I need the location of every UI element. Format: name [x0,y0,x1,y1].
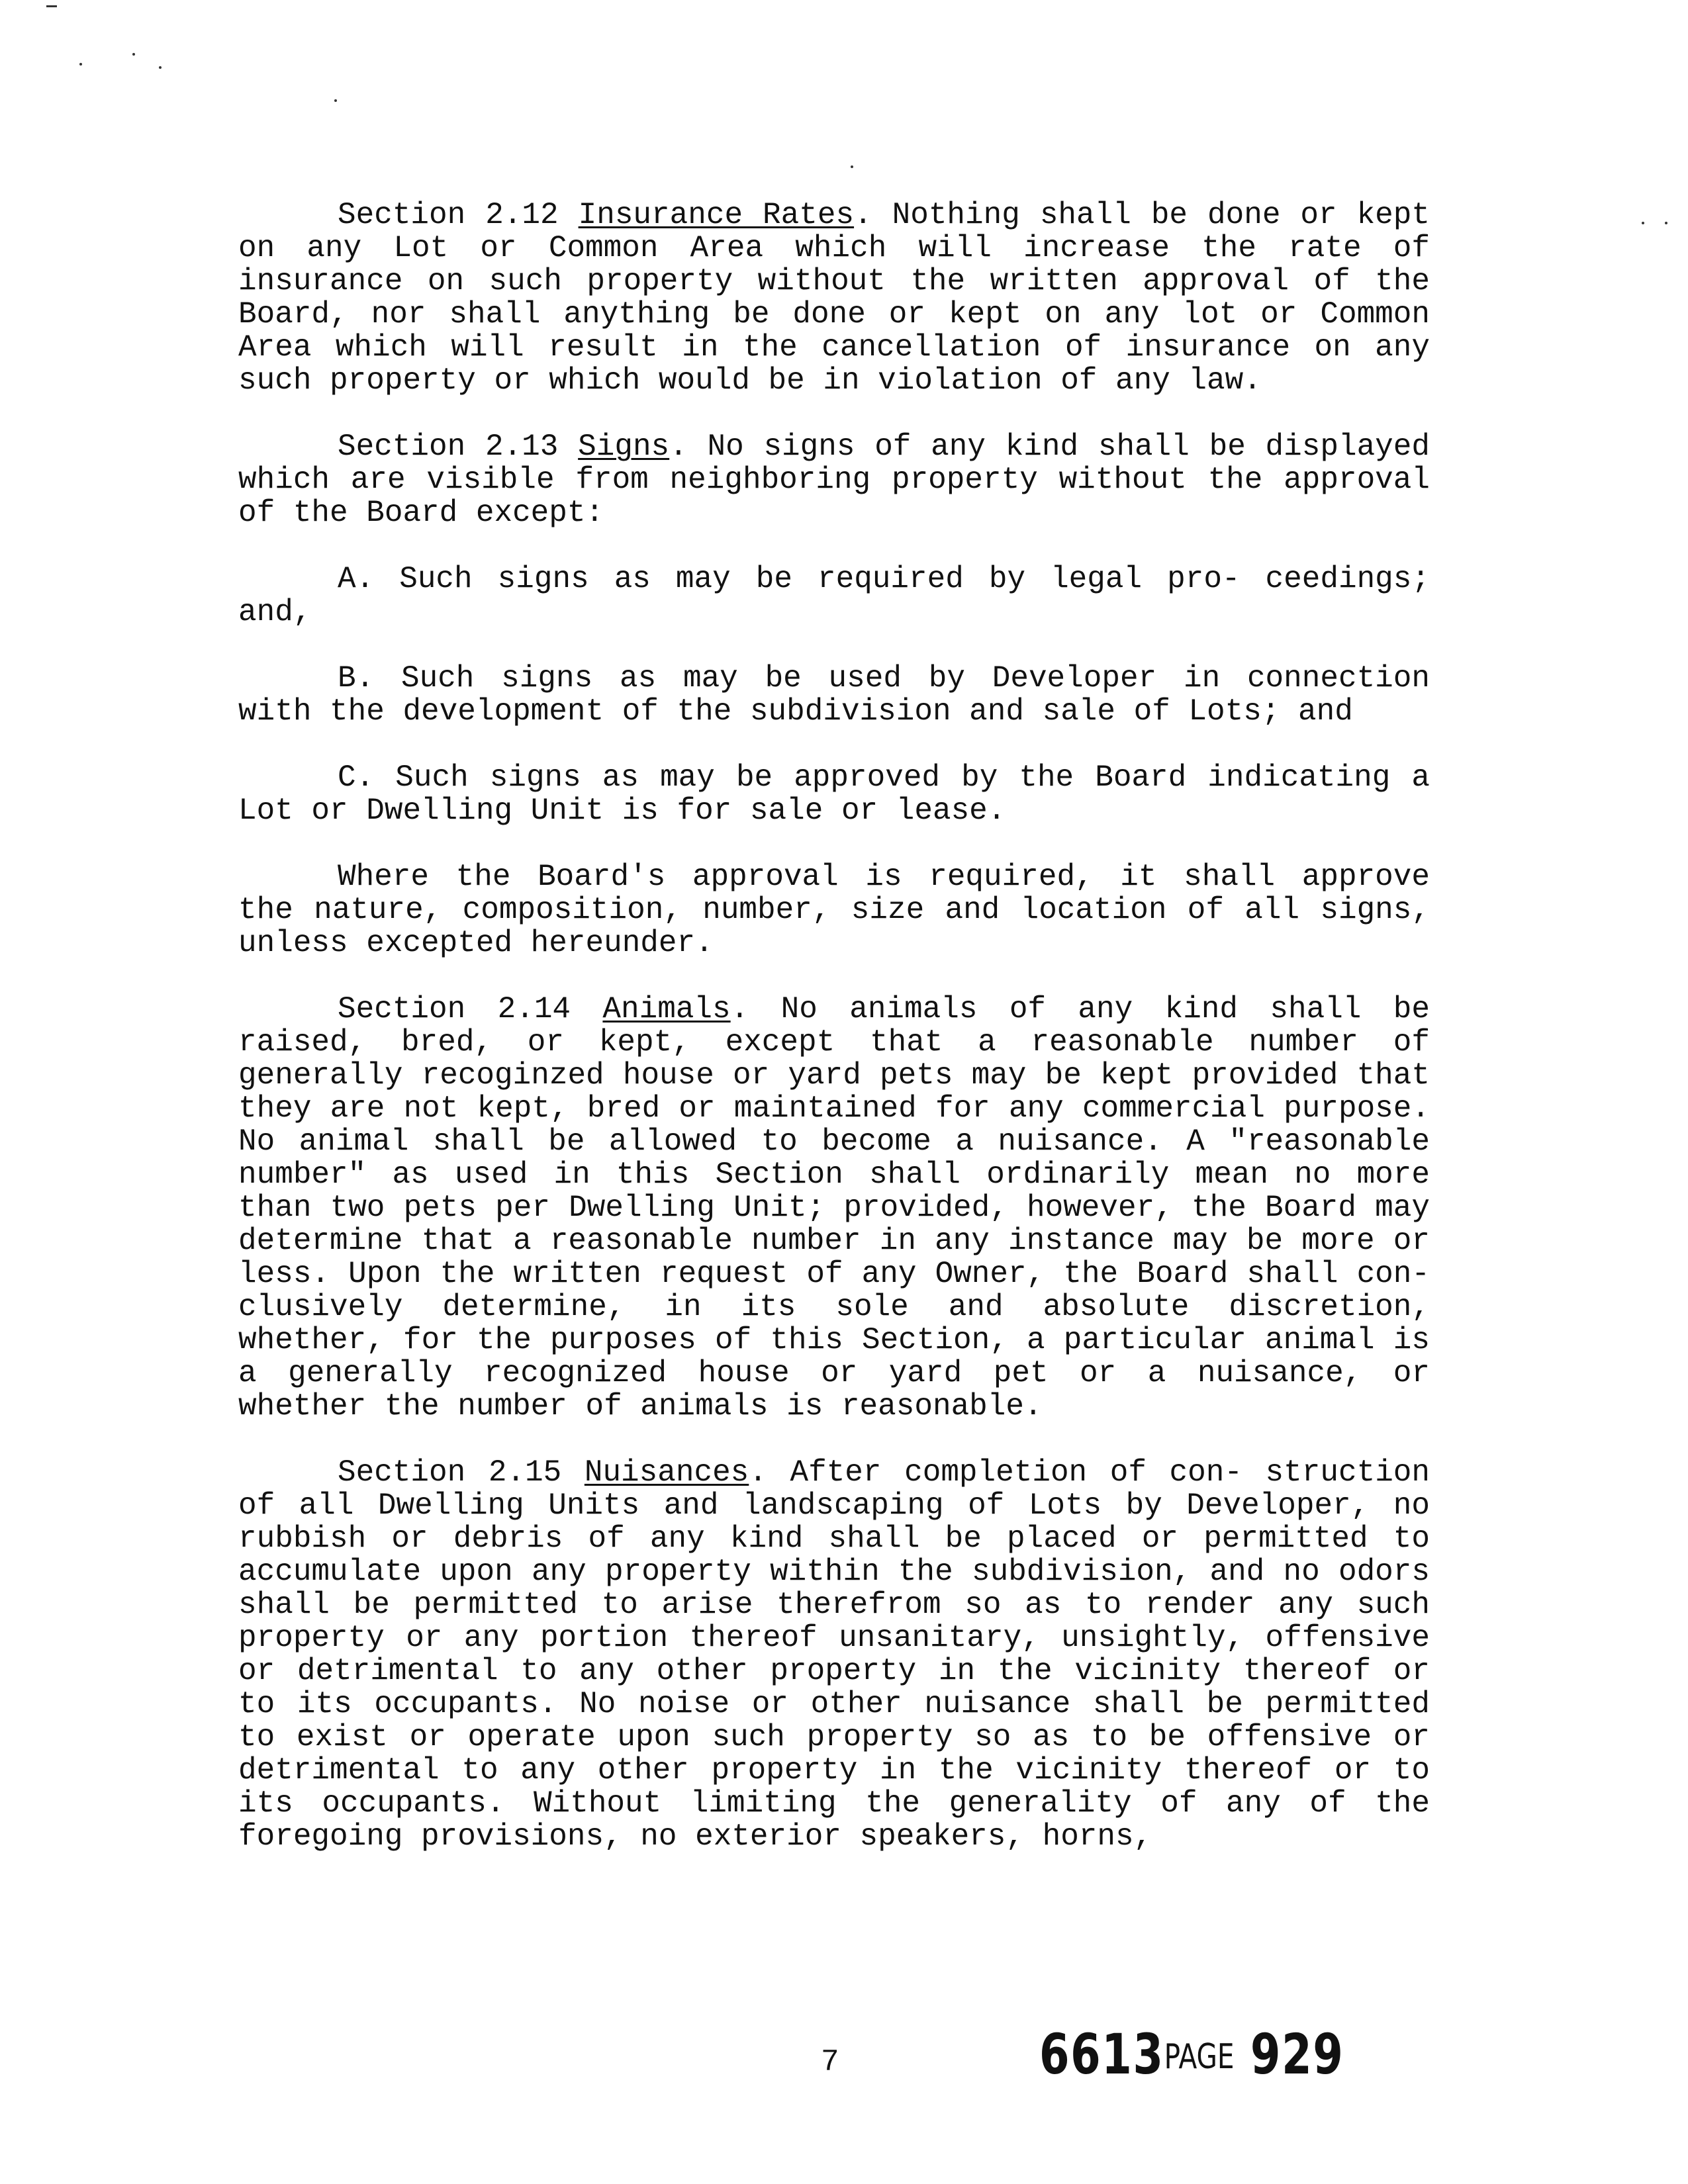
section-lead: Section 2.12 [338,198,579,232]
section-body: . No signs of any kind shall be displayed which are visible from neighboring property without the approval of the Board except: [238,430,1430,530]
clause-a-paragraph: A. Such signs as may be required by legal pro- ceedings; and, [238,562,1430,629]
clause-c-paragraph: C. Such signs as may be approved by the Board indicating a Lot or Dwelling Unit is for sale or lease. [238,760,1430,828]
document-body [238,199,1430,1886]
scan-speck [334,99,337,102]
section-body: . No animals of any kind shall be raised, bred, or kept, except that a reasonable number of generally recoginzed house or yard pets may be kept provided that they are not kept, bred or maintained for any commercial purpose. No animal shall be allowed to become a nuisance. A "reasonable number" as used in this Section shall ordinarily mean no more than two pets per Dwelling Unit; provided, however, the Board may determine that a reasonable number in any instance may be more or less. Upon the written request of any Owner, the Board shall con- clusively determine, in its sole and absolute discretion, whether, for the purposes of this Section, a particular animal is a generally recognized house or yard pet or a nuisance, or whether the number of animals is reasonable. [238,992,1430,1424]
recording-stamp [1039,2022,1344,2087]
scan-speck [1642,222,1644,224]
section-heading: Animals [602,992,731,1026]
section-lead: Section 2.14 [338,992,603,1026]
section-lead: Section 2.13 [338,430,579,464]
clause-b-paragraph: B. Such signs as may be used by Developer in connection with the development of the subdivision and sale of Lots; and [238,661,1430,729]
page-label: PAGE [1164,2037,1235,2077]
section-lead: Section 2.15 [338,1455,585,1490]
scan-speck [132,53,135,56]
section-2-13-paragraph [238,430,1430,529]
section-heading: Signs [578,430,670,464]
section-body: . After completion of con- struction of all Dwelling Units and landscaping of Lots by Developer, no rubbish or debris of any kind shall be placed or permitted to accumulate upon any property within the subdivision, and no odors shall be permitted to arise therefrom so as to render any such property or any portion thereof unsanitary, unsightly, offensive or detrimental to any other property in the vicinity thereof or to its occupants. No noise or other nuisance shall be permitted to exist or operate upon such property so as to be offensive or detrimental to any other property in the vicinity thereof or to its occupants. Without limiting the generality of any of the foregoing provisions, no exterior speakers, horns, [238,1455,1430,1854]
section-2-12-paragraph [238,199,1430,397]
page-number: 7 [821,2045,839,2079]
scan-speck [159,66,162,69]
scan-speck [851,165,853,168]
stamp-page-number: 929 [1250,2022,1344,2087]
section-2-15-paragraph [238,1456,1430,1853]
section-heading: Nuisances [584,1455,749,1490]
section-2-14-paragraph [238,993,1430,1423]
board-approval-paragraph: Where the Board's approval is required, it shall approve the nature, composition, number, size and location of all signs, unless excepted hereunder. [238,860,1430,960]
book-number: 6613 [1039,2022,1164,2087]
scan-speck [1665,222,1667,224]
scan-speck [79,63,82,66]
scan-speck [46,5,57,7]
section-heading: Insurance Rates [578,198,855,232]
section-body: . Nothing shall be done or kept on any Lot or Common Area which will increase the rate of insurance on such property without the written approval of the Board, nor shall anything be done or kept on any lot or Common Area which will result in the cancellation of insurance on any such property or which would be in violation of any law. [238,198,1430,398]
